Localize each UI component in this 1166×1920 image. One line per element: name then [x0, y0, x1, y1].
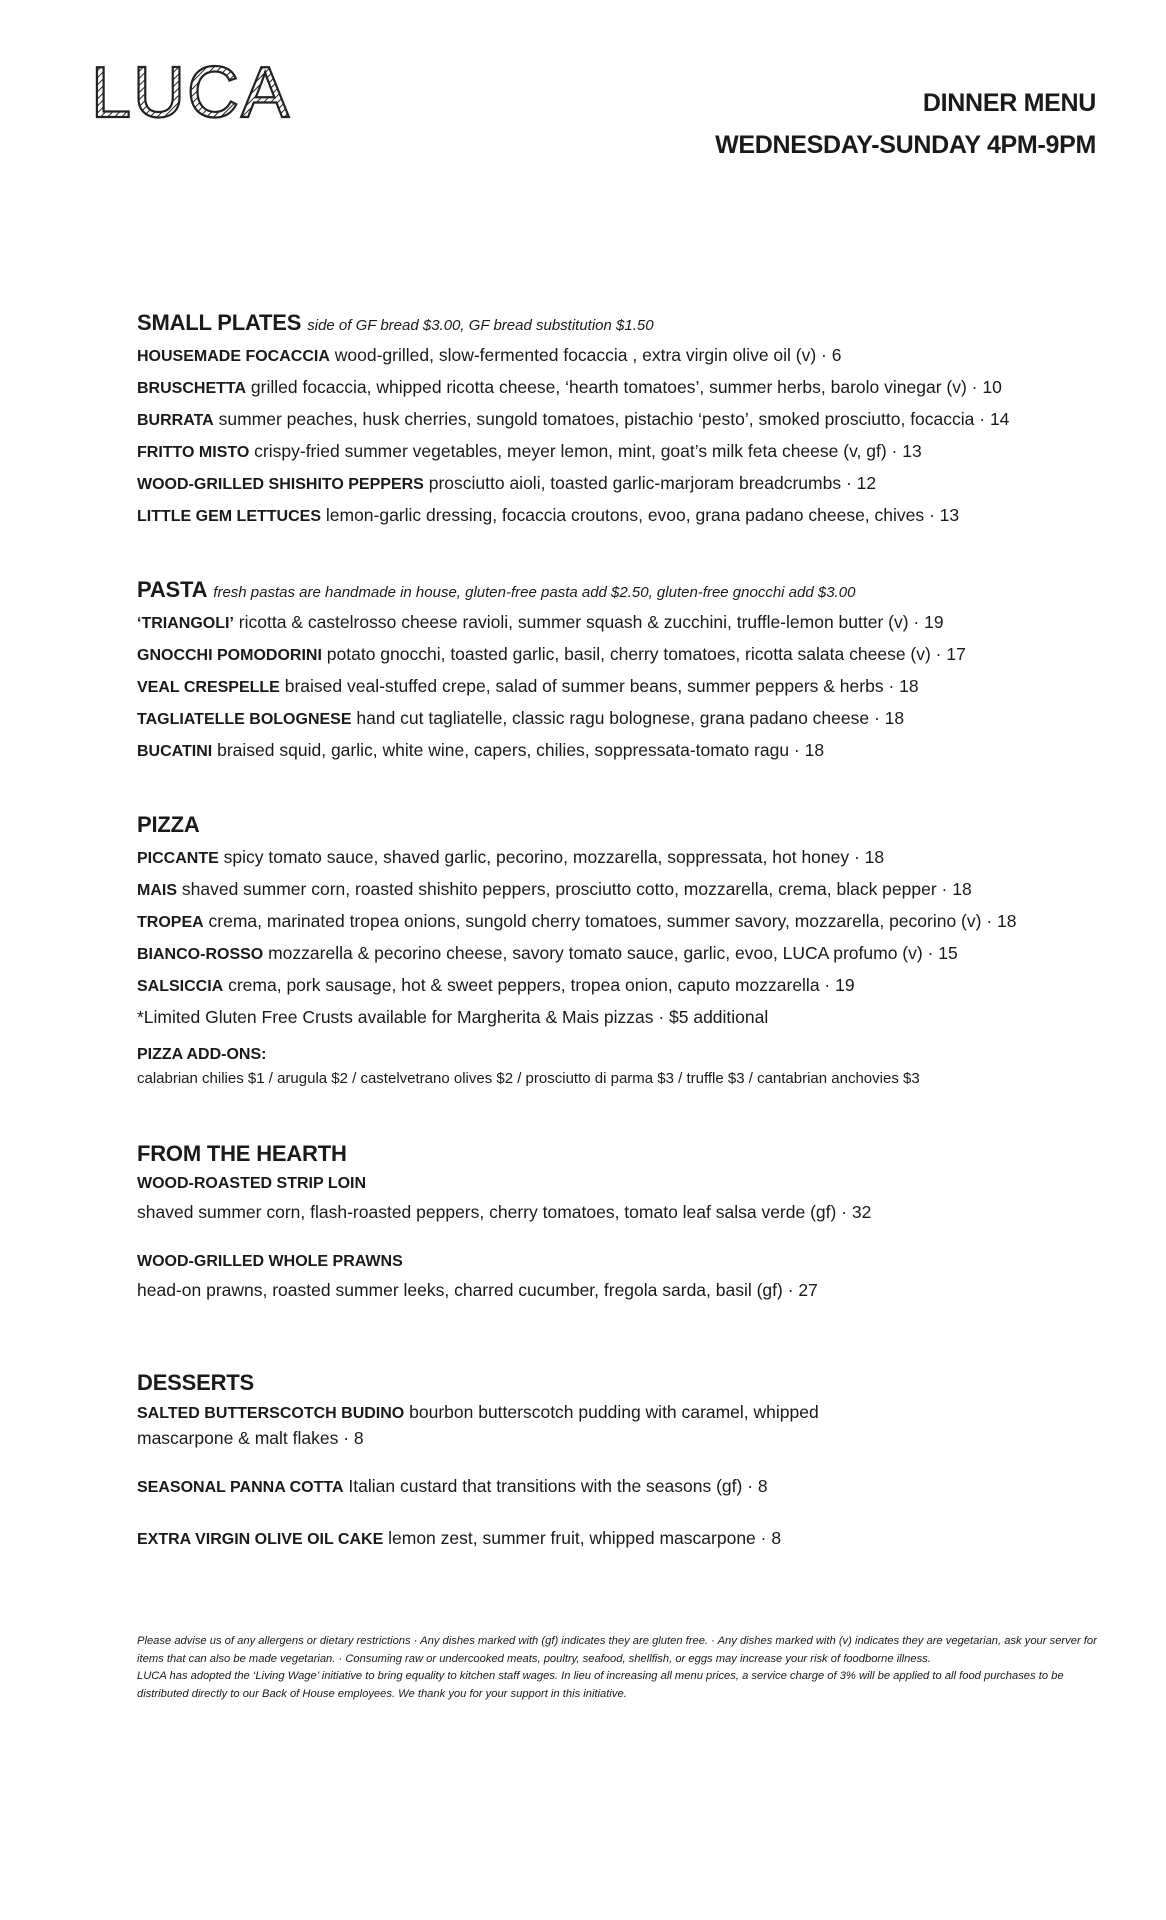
- item-name: PICCANTE: [137, 850, 219, 867]
- footer-notes: [137, 1633, 1099, 1703]
- item-desc: grilled focaccia, whipped ricotta cheese, ‘hearth tomatoes’, summer herbs, barolo vinegar (v) · 10: [250, 377, 1002, 397]
- item-name: VEAL CRESPELLE: [137, 679, 280, 696]
- menu-item: [137, 1400, 1157, 1426]
- item-desc: ricotta & castelrosso cheese ravioli, summer squash & zucchini, truffle-lemon butter (v) · 19: [238, 612, 944, 632]
- menu-item: [137, 938, 1157, 970]
- item-desc: potato gnocchi, toasted garlic, basil, cherry tomatoes, ricotta salata cheese (v) · 17: [326, 644, 966, 664]
- menu-item: [137, 436, 1157, 468]
- section-pasta: [137, 577, 1157, 767]
- section-header: [137, 1370, 1157, 1400]
- item-desc: wood-grilled, slow-fermented focaccia , extra virgin olive oil (v) · 6: [334, 345, 842, 365]
- menu-item: [137, 842, 1157, 874]
- item-desc: crema, pork sausage, hot & sweet peppers, tropea onion, caputo mozzarella · 19: [228, 975, 855, 995]
- menu-hours: WEDNESDAY-SUNDAY 4PM-9PM: [715, 131, 1096, 159]
- item-name: TAGLIATELLE BOLOGNESE: [137, 711, 352, 728]
- menu-item: [137, 404, 1157, 436]
- item-name: WOOD-GRILLED SHISHITO PEPPERS: [137, 476, 424, 493]
- menu-item: [137, 703, 1157, 735]
- item-desc: crispy-fried summer vegetables, meyer lemon, mint, goat’s milk feta cheese (v, gf) · 13: [254, 441, 922, 461]
- section-header: [137, 1141, 1157, 1171]
- menu-item: [137, 671, 1157, 703]
- section-header: [137, 577, 1157, 607]
- item-name: BUCATINI: [137, 743, 213, 760]
- pizza-addons-title: PIZZA ADD-ONS:: [137, 1046, 267, 1063]
- menu-item: [137, 874, 1157, 906]
- item-desc: shaved summer corn, flash-roasted peppers, cherry tomatoes, tomato leaf salsa verde (gf) · 32: [137, 1202, 872, 1222]
- section-note: side of GF bread $3.00, GF bread substitution $1.50: [307, 317, 654, 334]
- item-desc: braised squid, garlic, white wine, capers, chilies, soppressata-tomato ragu · 18: [217, 740, 825, 760]
- menu-header: [715, 82, 1096, 166]
- menu-title: DINNER MENU: [922, 89, 1096, 117]
- luca-logo: [84, 55, 299, 125]
- menu-item: [137, 500, 1157, 532]
- menu-item: [137, 372, 1157, 404]
- menu-item: [137, 639, 1157, 671]
- menu-item: [137, 468, 1157, 500]
- item-desc: bourbon butterscotch pudding with caramel, whipped: [409, 1402, 819, 1422]
- svg-text:LUCA: LUCA: [90, 55, 292, 125]
- item-desc: shaved summer corn, roasted shishito peppers, prosciutto cotto, mozzarella, crema, black pepper · 18: [181, 879, 972, 899]
- menu-item: [137, 607, 1157, 639]
- section-title: FROM THE HEARTH: [137, 1141, 347, 1166]
- item-desc: lemon-garlic dressing, focaccia croutons, evoo, grana padano cheese, chives · 13: [325, 505, 960, 525]
- section-title: PIZZA: [137, 812, 200, 837]
- item-desc: mozzarella & pecorino cheese, savory tomato sauce, garlic, evoo, LUCA profumo (v) · 15: [268, 943, 958, 963]
- item-name: ‘TRIANGOLI’: [137, 615, 234, 632]
- section-small-plates: [137, 310, 1157, 532]
- item-name: SEASONAL PANNA COTTA: [137, 1479, 344, 1496]
- gf-crust-note: *Limited Gluten Free Crusts available for Margherita & Mais pizzas · $5 additional: [137, 1007, 769, 1027]
- menu-item: [137, 1523, 1157, 1555]
- item-name: FRITTO MISTO: [137, 444, 250, 461]
- menu-item: [137, 340, 1157, 372]
- item-name: BRUSCHETTA: [137, 380, 247, 397]
- item-desc: hand cut tagliatelle, classic ragu bolognese, grana padano cheese · 18: [356, 708, 905, 728]
- living-wage-notice: LUCA has adopted the ‘Living Wage’ initiative to bring equality to kitchen staff wages. In lieu of increasing all menu prices, a service charge of 3% will be applied to all food purchases to be distributed directly to our Back of House employees. We thank you for your support in this initiative.: [137, 1670, 1064, 1700]
- item-name: MAIS: [137, 882, 177, 899]
- item-name: HOUSEMADE FOCACCIA: [137, 348, 330, 365]
- section-desserts: [137, 1370, 1157, 1555]
- section-title: DESSERTS: [137, 1370, 254, 1395]
- item-desc-continued: mascarpone & malt flakes · 8: [137, 1428, 364, 1448]
- item-desc: braised veal-stuffed crepe, salad of summer beans, summer peppers & herbs · 18: [284, 676, 919, 696]
- section-hearth: [137, 1141, 1157, 1305]
- item-desc: prosciutto aioli, toasted garlic-marjoram breadcrumbs · 12: [428, 473, 877, 493]
- allergen-notice: Please advise us of any allergens or dietary restrictions · Any dishes marked with (gf) indicates they are gluten free. · Any dishes marked with (v) indicates they are vegetarian, ask your server for items that can also be made vegetarian. · Consuming raw or undercooked meats, poultry, seafood, shellfish, or eggs may increase your risk of foodborne illness.: [137, 1635, 1097, 1665]
- item-desc: Italian custard that transitions with the seasons (gf) · 8: [348, 1476, 768, 1496]
- item-name: WOOD-GRILLED WHOLE PRAWNS: [137, 1253, 403, 1270]
- menu-item: [137, 1471, 1157, 1503]
- pizza-addons-list: calabrian chilies $1 / arugula $2 / castelvetrano olives $2 / prosciutto di parma $3 / truffle $3 / cantabrian anchovies $3: [137, 1070, 920, 1087]
- item-desc: summer peaches, husk cherries, sungold tomatoes, pistachio ‘pesto’, smoked prosciutto, focaccia · 14: [218, 409, 1010, 429]
- item-desc: crema, marinated tropea onions, sungold cherry tomatoes, summer savory, mozzarella, pecorino (v) · 18: [208, 911, 1017, 931]
- item-name: EXTRA VIRGIN OLIVE OIL CAKE: [137, 1531, 384, 1548]
- item-name: BIANCO-ROSSO: [137, 946, 264, 963]
- item-name: WOOD-ROASTED STRIP LOIN: [137, 1175, 367, 1192]
- item-name: TROPEA: [137, 914, 204, 931]
- item-desc: lemon zest, summer fruit, whipped mascarpone · 8: [388, 1528, 782, 1548]
- section-title: PASTA: [137, 577, 208, 602]
- section-title: SMALL PLATES: [137, 310, 302, 335]
- menu-item: [137, 970, 1157, 1002]
- item-name: LITTLE GEM LETTUCES: [137, 508, 321, 525]
- item-name: SALSICCIA: [137, 978, 224, 995]
- menu-item: [137, 906, 1157, 938]
- item-desc: head-on prawns, roasted summer leeks, charred cucumber, fregola sarda, basil (gf) · 27: [137, 1280, 818, 1300]
- section-note: fresh pastas are handmade in house, gluten-free pasta add $2.50, gluten-free gnocchi add $3.00: [213, 584, 856, 601]
- item-desc: spicy tomato sauce, shaved garlic, pecorino, mozzarella, soppressata, hot honey · 18: [223, 847, 885, 867]
- section-pizza: [137, 812, 1157, 1090]
- item-name: GNOCCHI POMODORINI: [137, 647, 322, 664]
- section-header: [137, 310, 1157, 340]
- menu-item: [137, 735, 1157, 767]
- item-name: BURRATA: [137, 412, 214, 429]
- section-header: [137, 812, 1157, 842]
- item-name: SALTED BUTTERSCOTCH BUDINO: [137, 1405, 405, 1422]
